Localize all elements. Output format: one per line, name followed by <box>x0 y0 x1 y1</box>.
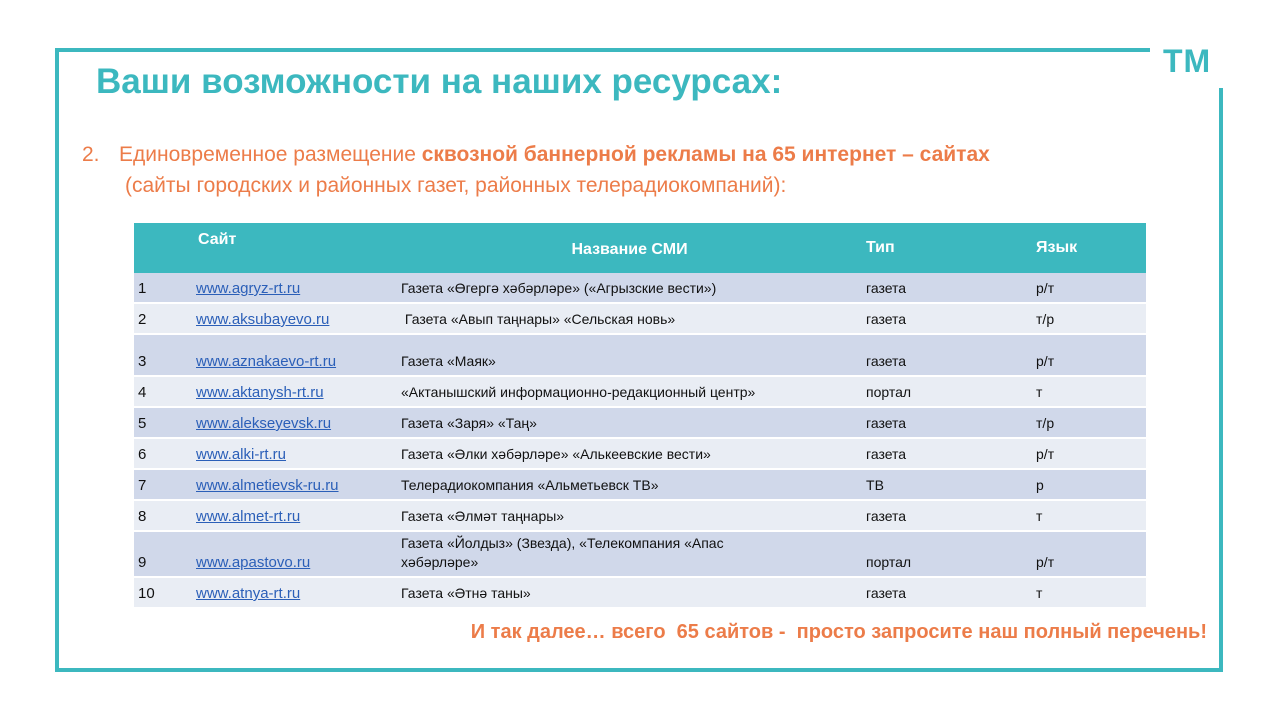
row-url-cell <box>192 376 397 407</box>
point-number: 2. <box>82 143 100 166</box>
table-row <box>134 500 1146 531</box>
row-url-cell <box>192 500 397 531</box>
site-link[interactable]: www.agryz-rt.ru <box>196 280 301 297</box>
row-url-cell <box>192 577 397 608</box>
point-text: Единовременное размещение <box>119 143 422 166</box>
site-link[interactable]: www.almet-rt.ru <box>196 508 301 525</box>
site-link[interactable]: www.aktanysh-rt.ru <box>196 384 324 401</box>
row-type: газета <box>862 438 1032 469</box>
site-link[interactable]: www.almetievsk-ru.ru <box>196 477 339 494</box>
table-row <box>134 577 1146 608</box>
row-name: Газета «Өгергә хәбәрләре» («Агрызские вести») <box>397 273 862 303</box>
page-title: Ваши возможности на наших ресурсах: <box>96 62 783 101</box>
row-url-cell <box>192 303 397 334</box>
row-lang: т <box>1032 500 1146 531</box>
table-row <box>134 531 1146 577</box>
table-row <box>134 376 1146 407</box>
row-number: 2 <box>134 303 192 334</box>
table-row <box>134 303 1146 334</box>
row-number: 4 <box>134 376 192 407</box>
table-row <box>134 469 1146 500</box>
table-row <box>134 273 1146 303</box>
header-lang: Язык <box>1032 223 1146 273</box>
row-lang: т <box>1032 376 1146 407</box>
row-type: газета <box>862 407 1032 438</box>
row-lang: т/р <box>1032 303 1146 334</box>
row-number: 8 <box>134 500 192 531</box>
row-name: Газета «Әлмәт таңнары» <box>397 500 862 531</box>
row-name: Телерадиокомпания «Альметьевск ТВ» <box>397 469 862 500</box>
row-lang: р/т <box>1032 438 1146 469</box>
table-row <box>134 407 1146 438</box>
row-number: 1 <box>134 273 192 303</box>
header-type: Тип <box>862 223 1032 273</box>
header-site: Сайт <box>134 223 397 273</box>
row-lang: р/т <box>1032 334 1146 376</box>
row-name: Газета «Әлки хәбәрләре» «Алькеевские вести» <box>397 438 862 469</box>
row-url-cell <box>192 469 397 500</box>
row-number: 5 <box>134 407 192 438</box>
row-type: газета <box>862 500 1032 531</box>
row-number: 9 <box>134 531 192 577</box>
header-name: Название СМИ <box>397 223 862 273</box>
row-url-cell <box>192 531 397 577</box>
row-type: газета <box>862 334 1032 376</box>
row-type: газета <box>862 273 1032 303</box>
row-number: 10 <box>134 577 192 608</box>
brand-logo: ТМ <box>1163 43 1212 79</box>
row-lang: р <box>1032 469 1146 500</box>
site-link[interactable]: www.atnya-rt.ru <box>196 585 301 602</box>
row-name: Газета «Заря» «Таң» <box>397 407 862 438</box>
row-type: газета <box>862 577 1032 608</box>
row-name: Газета «Маяк» <box>397 334 862 376</box>
site-link[interactable]: www.aznakaevo-rt.ru <box>196 353 337 370</box>
point-subtext: (сайты городских и районных газет, районных телерадиокомпаний): <box>125 174 787 197</box>
table-row <box>134 334 1146 376</box>
row-name: Газета «Авып таңнары» «Сельская новь» <box>397 303 862 334</box>
row-url-cell <box>192 334 397 376</box>
site-link[interactable]: www.aksubayevo.ru <box>196 311 330 328</box>
site-link[interactable]: www.alekseyevsk.ru <box>196 415 332 432</box>
table-row <box>134 438 1146 469</box>
row-url-cell <box>192 438 397 469</box>
row-name: Газета «Әтнә таны» <box>397 577 862 608</box>
row-type: ТВ <box>862 469 1032 500</box>
row-number: 6 <box>134 438 192 469</box>
row-lang: р/т <box>1032 531 1146 577</box>
site-link[interactable]: www.apastovo.ru <box>196 554 311 571</box>
row-number: 3 <box>134 334 192 376</box>
row-lang: т/р <box>1032 407 1146 438</box>
point-text-bold: сквозной баннерной рекламы на 65 интернет – сайтах <box>421 143 990 166</box>
site-link[interactable]: www.alki-rt.ru <box>196 446 287 463</box>
footer-note: И так далее… всего 65 сайтов - просто запросите наш полный перечень! <box>470 621 1207 643</box>
row-url-cell <box>192 407 397 438</box>
row-name: Газета «Йолдыз» (Звезда), «Телекомпания «Апас хәбәрләре» <box>397 531 862 577</box>
row-number: 7 <box>134 469 192 500</box>
sites-table <box>134 223 1146 609</box>
row-type: портал <box>862 376 1032 407</box>
list-point <box>82 143 990 167</box>
row-lang: т <box>1032 577 1146 608</box>
row-type: газета <box>862 303 1032 334</box>
row-url-cell <box>192 273 397 303</box>
row-name: «Актанышский информационно-редакционный центр» <box>397 376 862 407</box>
row-type: портал <box>862 531 1032 577</box>
row-lang: р/т <box>1032 273 1146 303</box>
table-header-row <box>134 223 1146 273</box>
